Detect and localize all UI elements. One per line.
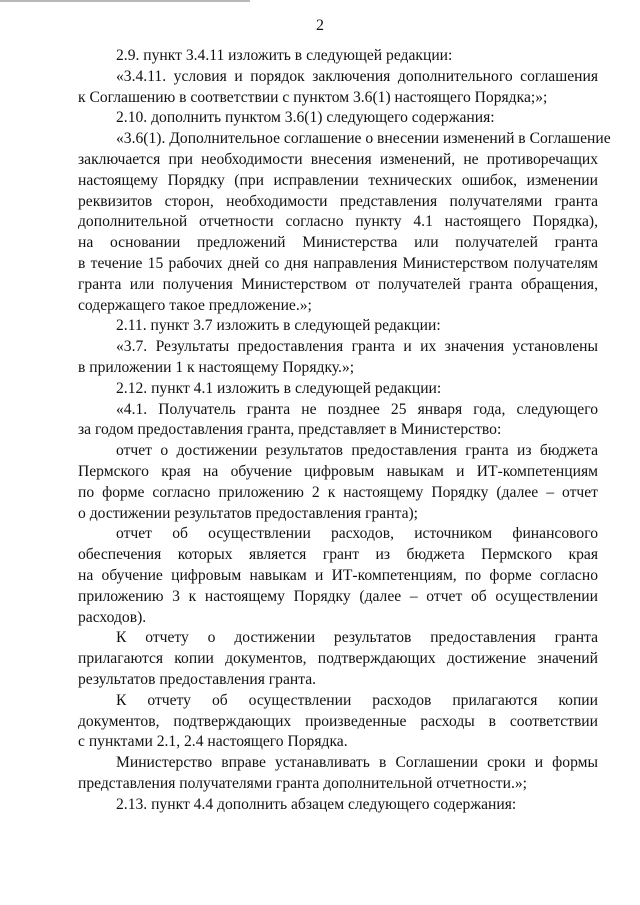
text-line: К отчету о достижении результатов предоставления гранта bbox=[116, 629, 598, 647]
paragraph bbox=[78, 400, 598, 442]
text-line: представления получателями гранта дополнительной отчетности.»; bbox=[78, 774, 527, 792]
paragraph bbox=[78, 129, 611, 316]
text-line: заключается при необходимости внесения изменений, не противоречащих bbox=[78, 150, 598, 168]
text-line: 2.12. пункт 4.1 изложить в следующей редакции: bbox=[116, 379, 442, 397]
text-line: по форме согласно приложению 2 к настоящему Порядку (далее – отчет bbox=[78, 483, 598, 501]
paragraph bbox=[78, 337, 598, 379]
text-line: результатов предоставления гранта. bbox=[78, 670, 317, 688]
text-line: 2.9. пункт 3.4.11 изложить в следующей редакции: bbox=[116, 47, 453, 64]
paragraph bbox=[78, 316, 598, 337]
text-line: 2.11. пункт 3.7 изложить в следующей редакции: bbox=[116, 317, 441, 335]
page-number: 2 bbox=[316, 17, 324, 34]
text-line: отчет об осуществлении расходов, источником финансового bbox=[116, 525, 598, 543]
scan-top-rule bbox=[0, 0, 250, 2]
document-body bbox=[78, 46, 611, 815]
text-line: настоящему Порядку (при исправлении технических ошибок, изменении bbox=[78, 171, 598, 189]
paragraph bbox=[78, 795, 598, 816]
text-line: расходов). bbox=[78, 608, 147, 626]
paragraph bbox=[78, 441, 598, 524]
text-line: документов, подтверждающих произведенные расходы в соответствии bbox=[78, 712, 598, 730]
text-line: за годом предоставления гранта, представляет в Министерство: bbox=[78, 421, 502, 439]
paragraph bbox=[78, 379, 598, 400]
text-line: 2.13. пункт 4.4 дополнить абзацем следующего содержания: bbox=[116, 795, 517, 813]
text-line: Министерство вправе устанавливать в Соглашении сроки и формы bbox=[116, 754, 598, 772]
paragraph bbox=[78, 628, 598, 690]
text-line: прилагаются копии документов, подтверждающих достижение значений bbox=[78, 650, 598, 668]
text-line: обеспечения которых является грант из бюджета Пермского края bbox=[78, 546, 598, 564]
paragraph bbox=[78, 753, 598, 795]
text-line: о достижении результатов предоставления гранта); bbox=[78, 504, 419, 522]
paragraph bbox=[78, 524, 598, 628]
text-line: на основании предложений Министерства или получателей гранта bbox=[78, 234, 598, 252]
text-line: «4.1. Получатель гранта не позднее 25 января года, следующего bbox=[116, 400, 598, 418]
text-line: «3.6(1). Дополнительное соглашение о внесении изменений в Соглашение bbox=[116, 130, 611, 148]
text-line: дополнительной отчетности согласно пункту 4.1 настоящего Порядка), bbox=[78, 213, 598, 231]
text-line: К отчету об осуществлении расходов прилагаются копии bbox=[116, 691, 598, 709]
text-line: в приложении 1 к настоящему Порядку.»; bbox=[78, 358, 355, 376]
text-line: приложению 3 к настоящему Порядку (далее – отчет об осуществлении bbox=[78, 587, 598, 605]
paragraph bbox=[78, 67, 598, 109]
text-line: в течение 15 рабочих дней со дня направления Министерством получателям bbox=[78, 254, 598, 272]
text-line: на обучение цифровым навыкам и ИТ-компетенциям, по форме согласно bbox=[78, 566, 598, 584]
paragraph bbox=[78, 46, 598, 67]
text-line: к Соглашению в соответствии с пунктом 3.6(1) настоящего Порядка;»; bbox=[78, 88, 548, 106]
text-line: гранта или получения Министерством от получателей гранта обращения, bbox=[78, 275, 598, 293]
text-line: реквизитов сторон, необходимости представления получателями гранта bbox=[78, 192, 598, 210]
text-line: содержащего такое предложение.»; bbox=[78, 296, 312, 314]
text-line: «3.4.11. условия и порядок заключения дополнительного соглашения bbox=[116, 67, 598, 85]
text-line: с пунктами 2.1, 2.4 настоящего Порядка. bbox=[78, 733, 348, 751]
paragraph bbox=[78, 691, 598, 753]
text-line: отчет о достижении результатов предоставления гранта из бюджета bbox=[116, 442, 598, 460]
text-line: 2.10. дополнить пунктом 3.6(1) следующего содержания: bbox=[116, 109, 495, 127]
text-line: Пермского края на обучение цифровым навыкам и ИТ-компетенциям bbox=[78, 462, 598, 480]
text-line: «3.7. Результаты предоставления гранта и их значения установлены bbox=[116, 338, 598, 356]
paragraph bbox=[78, 108, 598, 129]
